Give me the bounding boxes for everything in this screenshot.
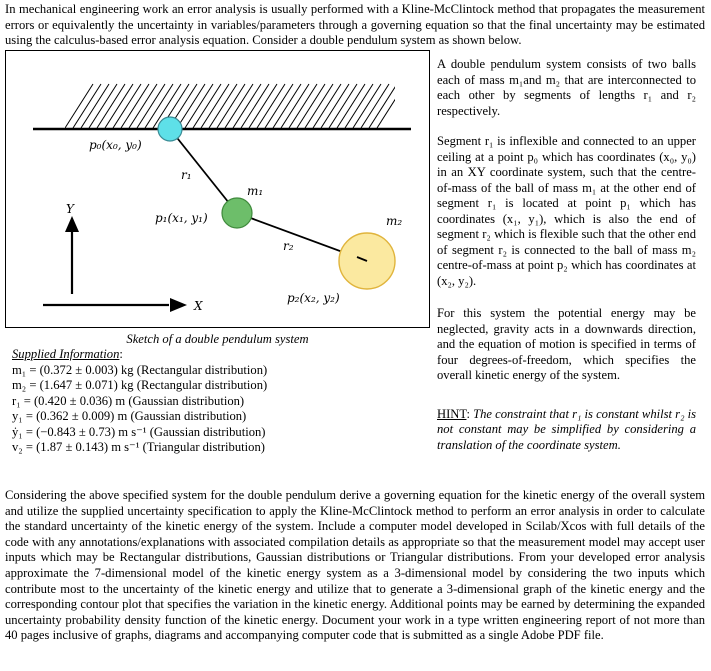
right-column xyxy=(437,57,696,453)
label-m1: m₁ xyxy=(247,184,264,198)
segment-description: Segment r₁ is inflexible and connected to an upper ceiling at a point p₀ which has coordinates (x₀, y₀) in an XY coordinate system, such that the centre-of-mass of the ball of mass m₁ at the other end of segment r₁ is located at point p₁ which has coordinates (x₁, y₁), which is also the end of segment r₂ which is flexible such that the other end of segment r₂ is connected to the ball of mass m₂ centre-of-mass at point p₂ which has coordinates at (x₂, y₂). xyxy=(437,134,696,288)
system-description: A double pendulum system consists of two balls each of mass m₁and m₂ that are interconnected to each other by segments of lengths r₁ and r₂ respectively. xyxy=(437,57,696,118)
supplied-title: Supplied Information xyxy=(12,347,120,361)
label-p0: p₀(x₀, y₀) xyxy=(89,138,142,152)
supplied-line: y₁ = (0.362 ± 0.009) m (Gaussian distribution) xyxy=(12,409,247,423)
supplied-information xyxy=(12,347,432,456)
supplied-title-colon: : xyxy=(119,347,123,361)
task-paragraph: Considering the above specified system for the double pendulum derive a governing equation for the kinetic energy of the overall system and utilize the supplied uncertainty specification to apply the Kline-McClintock method to perform an error analysis in order to calculate the standard uncertainty of the kinetic energy of the system. Include a computer model developed in Scilab/Xcos with full details of the code with any annotations/explanations with associated compilation details as appropriate so that the measurement model may accept user inputs which may be Rectangular distributions, Gaussian distributions or Triangular distributions. From your developed error analysis approximate the 7-dimensional model of the kinetic energy system as a 3-dimensional model by considering the two inputs which contribute most to the uncertainty of the kinetic energy and utilize that to generate a 3-dimensional graph of the kinetic energy and the corresponding contour plot that specifies the variation in the kinetic energy. Additional points may be earned by determining the expanded uncertainty probability density function of the kinetic energy. Document your work in a type written engineering report of not more than 40 pages inclusive of graphs, diagrams and accompanying computer code that is submitted as a single Adobe PDF file. xyxy=(5,488,705,643)
hint-text: The constraint that r₁ is constant whilst r₂ is not constant may be simplified by considering a translation of the coordinate system. xyxy=(437,406,696,452)
supplied-heading xyxy=(12,347,432,363)
supplied-line: m₂ = (1.647 ± 0.071) kg (Rectangular distribution) xyxy=(12,378,268,392)
label-p2: p₂(x₂, y₂) xyxy=(287,291,340,305)
ball-m1 xyxy=(222,198,252,228)
hint-label: HINT xyxy=(437,406,467,421)
label-p1: p₁(x₁, y₁) xyxy=(155,211,208,225)
label-x-axis: X xyxy=(194,299,203,313)
y-axis-arrowhead xyxy=(65,216,79,232)
label-r2: r₂ xyxy=(283,239,294,253)
supplied-line: ẏ₁ = (−0.843 ± 0.73) m s⁻¹ (Gaussian distribution) xyxy=(12,424,266,439)
supplied-line: r₁ = (0.420 ± 0.036) m (Gaussian distribution) xyxy=(12,393,245,408)
energy-description: For this system the potential energy may be neglected, gravity acts in a downwards direction, and the equation of motion is specified in terms of four degrees-of-freedom, which specifies the overall kinetic energy of the system. xyxy=(437,306,696,382)
pivot-point xyxy=(158,117,182,141)
label-m2: m₂ xyxy=(386,214,403,228)
label-r1: r₁ xyxy=(181,168,192,182)
double-pendulum-diagram xyxy=(5,50,430,328)
label-y-axis: Y xyxy=(66,202,74,216)
supplied-line: v₂ = (1.87 ± 0.143) m s⁻¹ (Triangular distribution) xyxy=(12,440,265,454)
hint-colon: : xyxy=(466,406,474,421)
x-axis-arrowhead xyxy=(170,298,187,312)
ceiling-hatching xyxy=(65,84,405,128)
supplied-line: m₁ = (0.372 ± 0.003) kg (Rectangular distribution) xyxy=(12,362,268,377)
hint-paragraph xyxy=(437,407,696,454)
figure-caption: Sketch of a double pendulum system xyxy=(126,332,309,346)
intro-paragraph: In mechanical engineering work an error analysis is usually performed with a Kline-McClintock method that propagates the measurement errors or equivalently the uncertainty in variables/parameters through a governing equation so that the final uncertainty may be estimated using the calculus-based error analysis equation. Consider a double pendulum system as shown below. xyxy=(5,2,705,47)
